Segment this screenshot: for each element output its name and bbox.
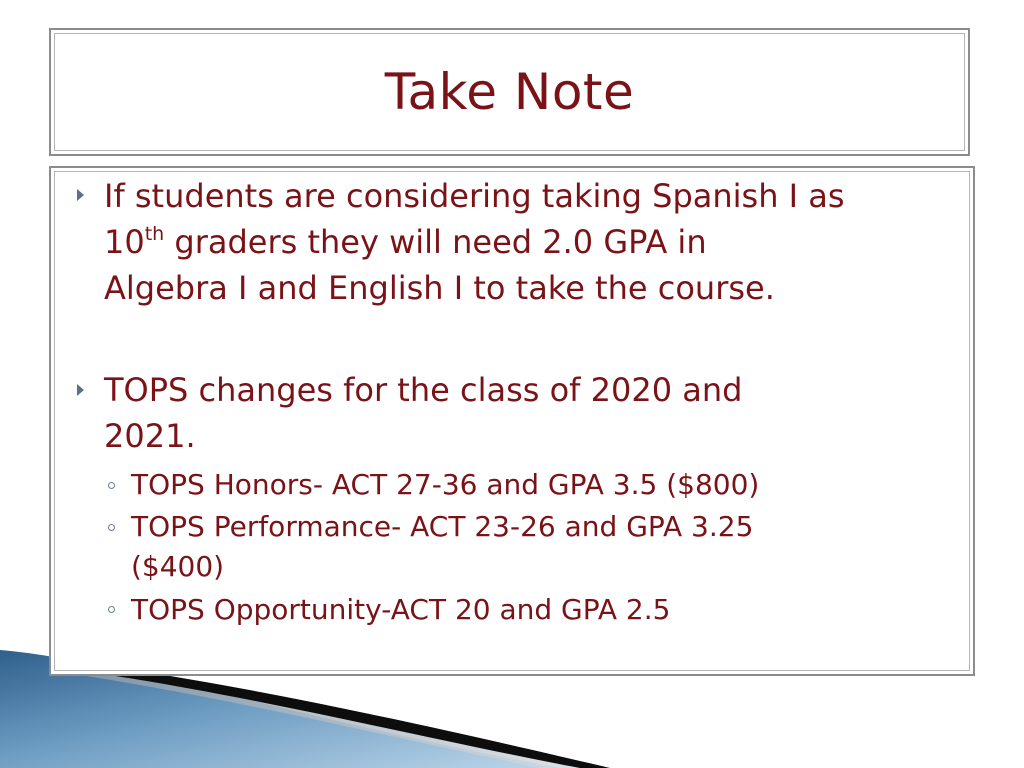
sub-bullet-2-line-1: TOPS Performance- ACT 23-26 and GPA 3.25 [131,510,754,543]
triangle-bullet-icon [77,384,84,396]
circle-bullet-icon [108,524,115,531]
slide-title: Take Note [384,63,635,121]
sub-bullet-1: TOPS Honors- ACT 27-36 and GPA 3.5 ($800) [131,468,760,501]
circle-bullet-icon [108,606,115,613]
superscript-th: th [144,223,165,245]
bullet-1-line-3: Algebra I and English I to take the course. [104,269,775,307]
sub-bullet-2-line-2: ($400) [131,550,225,583]
circle-bullet-icon [108,482,115,489]
sub-bullet-3: TOPS Opportunity-ACT 20 and GPA 2.5 [131,593,671,626]
triangle-bullet-icon [77,189,84,201]
bullet-1-line-1: If students are considering taking Spanish I as [104,177,845,215]
bullet-2-line-2: 2021. [104,417,196,455]
title-frame [49,28,970,156]
bullet-2-line-1: TOPS changes for the class of 2020 and [104,371,743,409]
bullet-1-line-2: 10th graders they will need 2.0 GPA in [104,223,707,261]
